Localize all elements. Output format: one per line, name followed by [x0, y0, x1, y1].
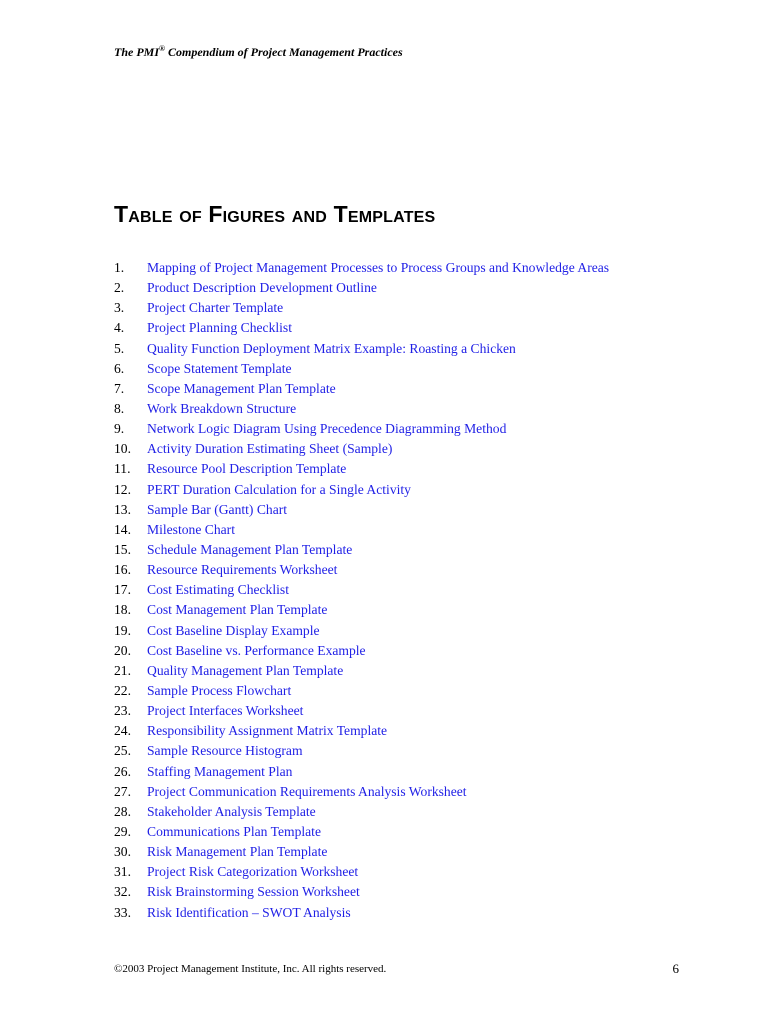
toc-item: [114, 842, 609, 862]
toc-item: [114, 520, 609, 540]
toc-item-link[interactable]: Risk Management Plan Template: [147, 844, 328, 860]
toc-item: [114, 560, 609, 580]
running-header-suffix: Compendium of Project Management Practices: [164, 45, 403, 59]
toc-item-number: 24.: [114, 723, 131, 739]
toc-item: [114, 298, 609, 318]
toc-item-link[interactable]: Communications Plan Template: [147, 824, 321, 839]
toc-item: [114, 318, 609, 338]
toc-item-number: 13.: [114, 501, 131, 517]
toc-item-link[interactable]: Responsibility Assignment Matrix Template: [147, 723, 388, 739]
toc-item-number: 9.: [114, 421, 125, 437]
toc-item-link[interactable]: Cost Management Plan Template: [147, 602, 328, 618]
toc-item: [114, 439, 609, 459]
toc-item: [114, 339, 609, 359]
toc-item: [114, 802, 609, 822]
toc-item-number: 27.: [114, 783, 131, 799]
toc-item-number: 20.: [114, 642, 131, 658]
toc-item: [114, 762, 609, 782]
toc-item: [114, 741, 609, 761]
toc-item-link[interactable]: Project Planning Checklist: [147, 320, 292, 336]
toc-item: [114, 862, 609, 882]
toc-item: [114, 782, 609, 802]
toc-item-number: 22.: [114, 683, 131, 699]
toc-item-link[interactable]: Schedule Management Plan Template: [147, 542, 353, 558]
toc-item: [114, 278, 609, 298]
toc-item: [114, 359, 609, 379]
toc-item-link[interactable]: Quality Function Deployment Matrix Example: Roasting a Chicken: [147, 340, 516, 356]
toc-item-link[interactable]: Scope Management Plan Template: [147, 380, 336, 396]
toc-item-number: 10.: [114, 441, 131, 457]
toc-item-number: 5.: [114, 340, 125, 356]
toc-item-link[interactable]: Sample Resource Histogram: [147, 743, 303, 759]
toc-item-number: 2.: [114, 280, 125, 296]
toc-item-link[interactable]: Staffing Management Plan: [147, 763, 293, 779]
toc-item: [114, 580, 609, 600]
toc-item-number: 14.: [114, 521, 131, 537]
toc-item: [114, 621, 609, 641]
toc-item-link[interactable]: Cost Baseline Display Example: [147, 622, 320, 638]
toc-item-link[interactable]: Product Description Development Outline: [147, 280, 377, 296]
toc-item: [114, 540, 609, 560]
toc-item-link[interactable]: Risk Identification – SWOT Analysis: [147, 904, 351, 920]
footer-copyright: ©2003 Project Management Institute, Inc. All rights reserved.: [114, 963, 387, 975]
toc-item-link[interactable]: Sample Process Flowchart: [147, 683, 292, 699]
toc-item-number: 26.: [114, 763, 131, 779]
toc-list: [114, 258, 609, 923]
toc-item-link[interactable]: Resource Requirements Worksheet: [147, 562, 338, 578]
toc-item-number: 32.: [114, 884, 131, 900]
toc-item-link[interactable]: PERT Duration Calculation for a Single Activity: [147, 481, 411, 497]
toc-item: [114, 480, 609, 500]
toc-item: [114, 419, 609, 439]
toc-item-link[interactable]: Activity Duration Estimating Sheet (Sample): [147, 441, 393, 457]
toc-item-number: 6.: [114, 360, 125, 376]
toc-item-link[interactable]: Resource Pool Description Template: [147, 461, 347, 477]
toc-item: [114, 500, 609, 520]
toc-item-number: 4.: [114, 320, 125, 336]
toc-item: [114, 903, 609, 923]
toc-item: [114, 701, 609, 721]
toc-item-number: 23.: [114, 703, 131, 719]
toc-item-number: 18.: [114, 602, 131, 618]
toc-item: [114, 641, 609, 661]
toc-item-link[interactable]: Scope Statement Template: [147, 360, 292, 376]
toc-item: [114, 258, 609, 278]
toc-item-number: 31.: [114, 864, 131, 880]
toc-item-number: 7.: [114, 380, 125, 396]
toc-item-link[interactable]: Work Breakdown Structure: [147, 401, 297, 417]
running-header: [114, 44, 403, 60]
toc-item-number: 25.: [114, 743, 131, 759]
toc-item-number: 33.: [114, 904, 131, 920]
toc-item-link[interactable]: Cost Baseline vs. Performance Example: [147, 642, 366, 658]
toc-item-link[interactable]: Quality Management Plan Template: [147, 662, 344, 678]
toc-item-link[interactable]: Project Interfaces Worksheet: [147, 703, 304, 719]
registered-mark: ®: [159, 44, 165, 53]
toc-item: [114, 399, 609, 419]
toc-item-number: 8.: [114, 401, 125, 417]
toc-item: [114, 681, 609, 701]
toc-item-number: 17.: [114, 582, 131, 598]
toc-item-link[interactable]: Project Risk Categorization Worksheet: [147, 864, 359, 880]
toc-item-link[interactable]: Milestone Chart: [147, 521, 235, 537]
toc-item-number: 11.: [114, 461, 131, 477]
toc-item: [114, 459, 609, 479]
toc-item-number: 28.: [114, 803, 131, 819]
toc-item-number: 30.: [114, 844, 131, 860]
toc-item: [114, 600, 609, 620]
toc-item-link[interactable]: Project Communication Requirements Analysis Worksheet: [147, 783, 467, 799]
toc-item-number: 21.: [114, 662, 131, 678]
toc-item-link[interactable]: Stakeholder Analysis Template: [147, 803, 316, 819]
toc-item-number: 1.: [114, 260, 125, 276]
toc-item-number: 12.: [114, 481, 131, 497]
toc-item-number: 19.: [114, 622, 131, 638]
toc-item-link[interactable]: Sample Bar (Gantt) Chart: [147, 501, 288, 517]
toc-item-link[interactable]: Cost Estimating Checklist: [147, 582, 289, 598]
toc-item-number: 16.: [114, 562, 131, 578]
running-header-prefix: The PMI: [114, 45, 159, 59]
toc-item-link[interactable]: Mapping of Project Management Processes to Process Groups and Knowledge Areas: [147, 260, 610, 276]
toc-item-number: 29.: [114, 824, 131, 839]
toc-item-link[interactable]: Project Charter Template: [147, 300, 284, 316]
toc-item: [114, 379, 609, 399]
toc-item-number: 15.: [114, 542, 131, 558]
toc-item-link[interactable]: Risk Brainstorming Session Worksheet: [147, 884, 360, 900]
toc-item-link[interactable]: Network Logic Diagram Using Precedence Diagramming Method: [147, 421, 507, 437]
toc-item: [114, 721, 609, 741]
toc-item-number: 3.: [114, 300, 125, 316]
toc-item: [114, 661, 609, 681]
toc-item: [114, 882, 609, 902]
page-title: Table of Figures and Templates: [114, 201, 436, 227]
toc-item: [114, 822, 609, 842]
page-number: 6: [672, 961, 679, 976]
